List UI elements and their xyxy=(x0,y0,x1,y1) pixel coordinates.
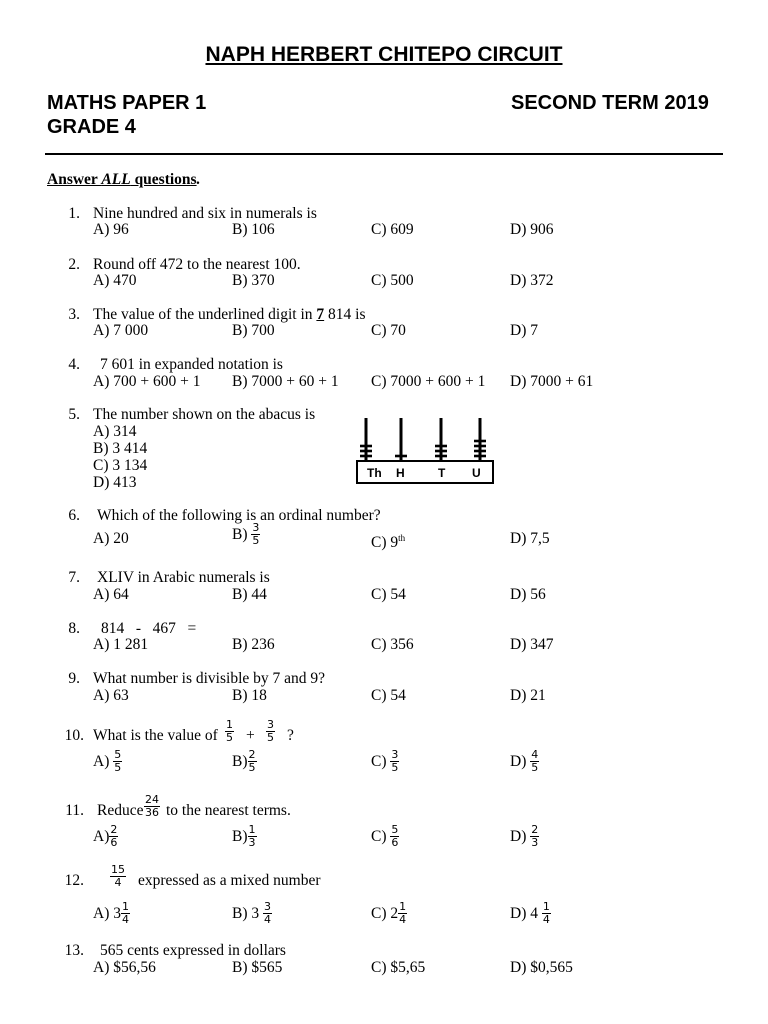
abacus-label-u: U xyxy=(472,466,481,480)
question-text: expressed as a mixed number xyxy=(138,872,321,889)
option-d: D) 21 xyxy=(510,687,546,704)
question-number: 5. xyxy=(68,406,80,423)
option-b: B) $565 xyxy=(232,959,283,976)
option-a: A) 700 + 600 + 1 xyxy=(93,373,201,390)
option-c: C) 2 $\frac{1}{4}$ xyxy=(371,900,407,926)
option-a: A) 470 xyxy=(93,272,137,289)
option-b: B) $\frac{3}{5}$ xyxy=(232,521,260,547)
option-d: D) 413 xyxy=(93,474,137,491)
question-mark: ? xyxy=(287,727,294,744)
option-b: B) 370 xyxy=(232,272,275,289)
question-text: 565 cents expressed in dollars xyxy=(100,942,286,959)
abacus-label-th: Th xyxy=(367,466,382,480)
option-c: C) $\frac{3}{5}$ xyxy=(371,748,399,774)
abacus-diagram xyxy=(356,416,496,488)
fraction: $\frac{3}{5}$ xyxy=(267,718,274,744)
plus-sign: + xyxy=(246,727,255,744)
header-divider xyxy=(45,153,723,155)
question-number: 2. xyxy=(68,256,80,273)
option-b: B) 236 xyxy=(232,636,275,653)
option-b: B) 44 xyxy=(232,586,267,603)
question-number: 8. xyxy=(68,620,80,637)
question-number: 9. xyxy=(68,670,80,687)
option-d: D) 372 xyxy=(510,272,554,289)
option-b: B) 18 xyxy=(232,687,267,704)
option-c: C) 9th xyxy=(371,533,406,552)
option-d: D) 906 xyxy=(510,221,554,238)
option-d: D) 4 $\frac{1}{4}$ xyxy=(510,900,550,926)
question-number: 10. xyxy=(64,727,84,744)
question-number: 6. xyxy=(68,507,80,524)
fraction: $\frac{1}{5}$ xyxy=(226,718,233,744)
option-d: D) $\frac{2}{3}$ xyxy=(510,823,539,849)
question-number: 12. xyxy=(64,872,84,889)
option-c: C) 54 xyxy=(371,586,406,603)
option-c: C) 7000 + 600 + 1 xyxy=(371,373,486,390)
question-text: Nine hundred and six in numerals is xyxy=(93,205,317,222)
instructions-period: . xyxy=(196,171,200,188)
question-number: 3. xyxy=(68,306,80,323)
fraction: $\frac{24}{36}$ xyxy=(145,793,159,819)
option-d: D) $0,565 xyxy=(510,959,573,976)
option-a: A) 7 000 xyxy=(93,322,149,339)
option-c: C) 356 xyxy=(371,636,414,653)
option-c: C) 3 134 xyxy=(93,457,148,474)
option-b: B) 7000 + 60 + 1 xyxy=(232,373,339,390)
option-c: C) $\frac{5}{6}$ xyxy=(371,823,399,849)
option-d: D) 347 xyxy=(510,636,554,653)
question-text: XLIV in Arabic numerals is xyxy=(97,569,270,586)
option-d: D) 56 xyxy=(510,586,546,603)
option-b: B) 700 xyxy=(232,322,275,339)
fraction: $\frac{15}{4}$ xyxy=(111,863,125,889)
option-d: D) 7 xyxy=(510,322,538,339)
question-text: Round off 472 to the nearest 100. xyxy=(93,256,301,273)
question-number: 4. xyxy=(68,356,80,373)
option-b: B) 3 414 xyxy=(93,440,148,457)
option-d: D) 7000 + 61 xyxy=(510,373,594,390)
question-number: 7. xyxy=(68,569,80,586)
question-text-continued: to the nearest terms. xyxy=(166,802,291,819)
option-a: A) 3 $\frac{1}{4}$ xyxy=(93,900,129,926)
option-a: A) 314 xyxy=(93,423,137,440)
option-b: B) 3 $\frac{3}{4}$ xyxy=(232,900,271,926)
option-c: C) 500 xyxy=(371,272,414,289)
option-a: A) 20 xyxy=(93,530,129,547)
question-text: The value of the underlined digit in 7 814 is xyxy=(93,306,366,323)
option-a: A) $\frac{2}{6}$ xyxy=(93,823,118,849)
question-number: 1. xyxy=(68,205,80,222)
question-number: 13. xyxy=(64,942,84,959)
question-text: What number is divisible by 7 and 9? xyxy=(93,670,326,687)
abacus-label-h: H xyxy=(396,466,405,480)
fraction: $\frac{3}{5}$ xyxy=(252,521,260,547)
school-title: NAPH HERBERT CHITEPO CIRCUIT xyxy=(205,43,563,66)
option-c: C) 54 xyxy=(371,687,406,704)
underlined-digit: 7 xyxy=(316,306,325,323)
option-d: D) $\frac{4}{5}$ xyxy=(510,748,539,774)
option-a: A) $\frac{5}{5}$ xyxy=(93,748,122,774)
grade-label: GRADE 4 xyxy=(47,116,136,138)
question-text: The number shown on the abacus is xyxy=(93,406,316,423)
option-d: D) 7,5 xyxy=(510,530,550,547)
question-number: 11. xyxy=(65,802,84,819)
option-a: A) 96 xyxy=(93,221,129,238)
option-c: C) 609 xyxy=(371,221,414,238)
option-a: A) 1 281 xyxy=(93,636,149,653)
question-text: Which of the following is an ordinal number? xyxy=(97,507,381,524)
option-b: B) $\frac{1}{3}$ xyxy=(232,823,256,849)
term-label: SECOND TERM 2019 xyxy=(511,92,709,114)
option-a: A) $56,56 xyxy=(93,959,156,976)
paper-title: MATHS PAPER 1 xyxy=(47,92,207,114)
option-c: C) $5,65 xyxy=(371,959,426,976)
option-b: B) $\frac{2}{5}$ xyxy=(232,748,256,774)
question-text: Reduce xyxy=(97,802,144,819)
question-text: 7 601 in expanded notation is xyxy=(100,356,283,373)
option-b: B) 106 xyxy=(232,221,275,238)
instructions: Answer ALL questions xyxy=(47,171,197,188)
option-a: A) 64 xyxy=(93,586,129,603)
question-text: 814 - 467 = xyxy=(101,620,197,637)
question-text: What is the value of xyxy=(93,727,218,744)
abacus-label-t: T xyxy=(438,466,446,480)
option-c: C) 70 xyxy=(371,322,406,339)
option-a: A) 63 xyxy=(93,687,129,704)
